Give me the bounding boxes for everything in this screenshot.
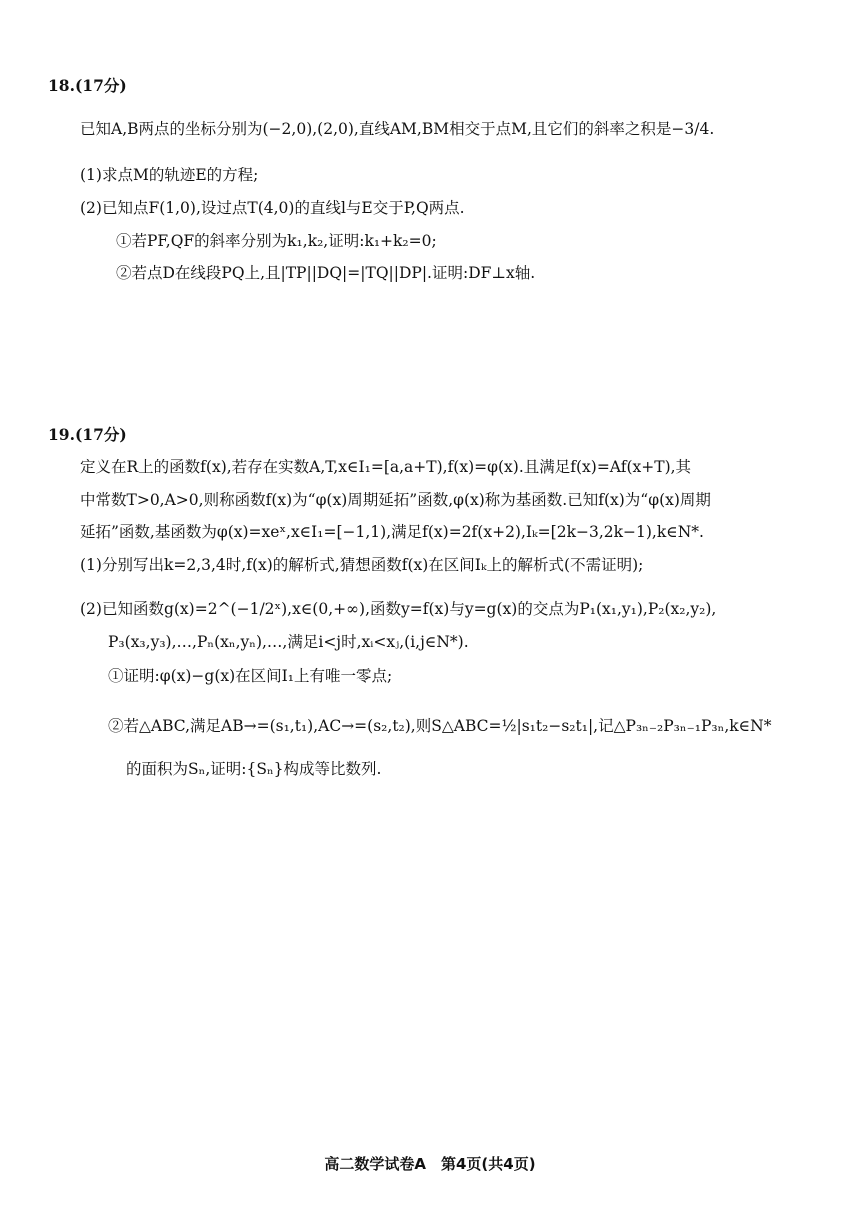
q19-part2-line2: P₃(x₃,y₃),…,Pₙ(xₙ,yₙ),…,满足i<j时,xᵢ<xⱼ,(i,j∈N*). bbox=[108, 633, 469, 651]
q19-sub1: ①证明:φ(x)−g(x)在区间I₁上有唯一零点; bbox=[108, 667, 393, 685]
q18-sub2: ②若点D在线段PQ上,且|TP||DQ|=|TQ||DP|.证明:DF⊥x轴. bbox=[116, 264, 536, 282]
q18-sub1: ①若PF,QF的斜率分别为k₁,k₂,证明:k₁+k₂=0; bbox=[116, 232, 437, 250]
q19-line3: 延拓”函数,基函数为φ(x)=xeˣ,x∈I₁=[−1,1),满足f(x)=2f(x+2),Iₖ=[2k−3,2k−1),k∈N*. bbox=[80, 523, 704, 541]
q19-sub2-line1: ②若△ABC,满足AB→=(s₁,t₁),AC→=(s₂,t₂),则S△ABC=½|s₁t₂−s₂t₁|,记△P₃ₙ₋₂P₃ₙ₋₁P₃ₙ,k∈N* bbox=[108, 717, 772, 735]
q19-sub2-line2: 的面积为Sₙ,证明:{Sₙ}构成等比数列. bbox=[126, 760, 382, 778]
page-footer: 高二数学试卷A 第4页(共4页) bbox=[324, 1155, 536, 1173]
q19-part1: (1)分别写出k=2,3,4时,f(x)的解析式,猜想函数f(x)在区间Iₖ上的解析式(不需证明); bbox=[80, 556, 644, 574]
q18-stem: 已知A,B两点的坐标分别为(−2,0),(2,0),直线AM,BM相交于点M,且它们的斜率之积是−3/4. bbox=[80, 120, 715, 138]
q18-header: 18.(17分) bbox=[48, 76, 127, 95]
q19-header: 19.(17分) bbox=[48, 425, 127, 444]
q19-line1: 定义在R上的函数f(x),若存在实数A,T,x∈I₁=[a,a+T),f(x)=φ(x).且满足f(x)=Af(x+T),其 bbox=[80, 458, 692, 476]
q18-part2: (2)已知点F(1,0),设过点T(4,0)的直线l与E交于P,Q两点. bbox=[80, 199, 465, 217]
q19-line2: 中常数T>0,A>0,则称函数f(x)为“φ(x)周期延拓”函数,φ(x)称为基函数.已知f(x)为“φ(x)周期 bbox=[80, 491, 711, 509]
q19-part2-line1: (2)已知函数g(x)=2^(−1/2ˣ),x∈(0,+∞),函数y=f(x)与y=g(x)的交点为P₁(x₁,y₁),P₂(x₂,y₂), bbox=[80, 600, 717, 618]
q18-part1: (1)求点M的轨迹E的方程; bbox=[80, 166, 259, 184]
